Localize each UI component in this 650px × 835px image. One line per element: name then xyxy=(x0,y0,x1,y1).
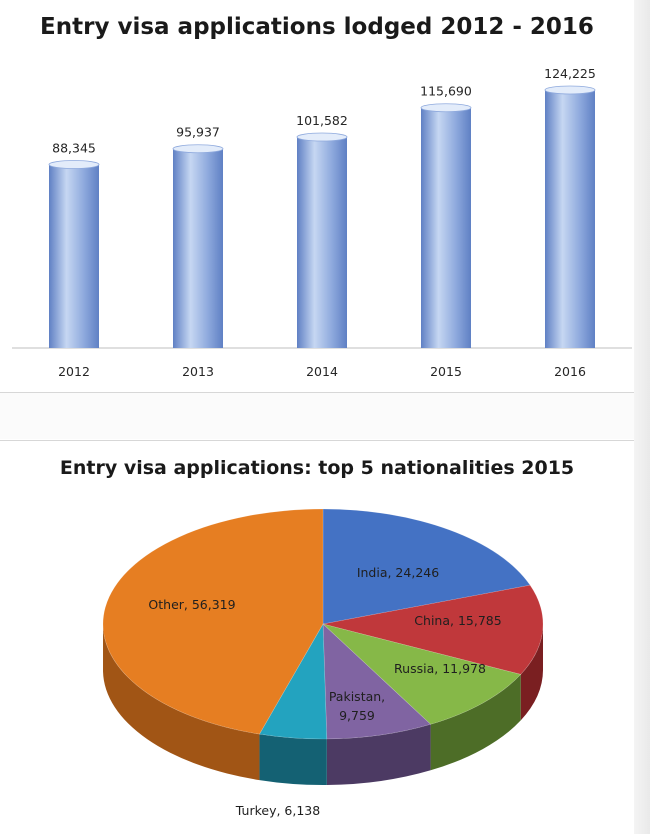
pie-label-other: Other, 56,319 xyxy=(148,597,236,612)
pie-label-russia: Russia, 11,978 xyxy=(394,661,486,676)
bar-chart-panel xyxy=(0,0,634,393)
x-tick-2012: 2012 xyxy=(58,364,90,379)
bar-2015 xyxy=(421,108,471,348)
panel-gap xyxy=(0,393,634,439)
bar-top-2014 xyxy=(297,133,347,141)
x-tick-2016: 2016 xyxy=(554,364,586,379)
data-label-2012: 88,345 xyxy=(52,140,96,156)
pie-chart xyxy=(0,441,634,835)
bar-2013 xyxy=(173,149,223,348)
bar-top-2013 xyxy=(173,145,223,153)
data-label-2013: 95,937 xyxy=(176,124,220,140)
bar-2016 xyxy=(545,90,595,348)
data-label-2014: 101,582 xyxy=(296,113,348,129)
pie-chart-title: Entry visa applications: top 5 nationalities 2015 xyxy=(59,457,575,479)
x-tick-2015: 2015 xyxy=(430,364,462,379)
bar-top-2015 xyxy=(421,104,471,112)
data-label-2015: 115,690 xyxy=(420,83,472,99)
data-label-2016: 124,225 xyxy=(544,65,596,81)
window-edge xyxy=(634,0,650,834)
bar-chart xyxy=(0,0,634,392)
bar-2012 xyxy=(49,165,99,348)
x-tick-2014: 2014 xyxy=(306,364,338,379)
pie-label-china: China, 15,785 xyxy=(414,613,502,628)
pie-label-turkey: Turkey, 6,138 xyxy=(235,803,321,818)
pie-label-india: India, 24,246 xyxy=(356,565,440,580)
x-tick-2013: 2013 xyxy=(182,364,214,379)
bar-2014 xyxy=(297,137,347,348)
bar-top-2012 xyxy=(49,161,99,169)
pie-label-pakistan-line: Pakistan, xyxy=(328,689,386,704)
bar-chart-title: Entry visa applications lodged 2012 - 2016 xyxy=(40,14,594,40)
pie-label-pakistan-line: 9,759 xyxy=(339,708,375,723)
pie-chart-panel xyxy=(0,440,634,835)
bar-top-2016 xyxy=(545,86,595,94)
pie-side-turkey xyxy=(259,734,326,785)
